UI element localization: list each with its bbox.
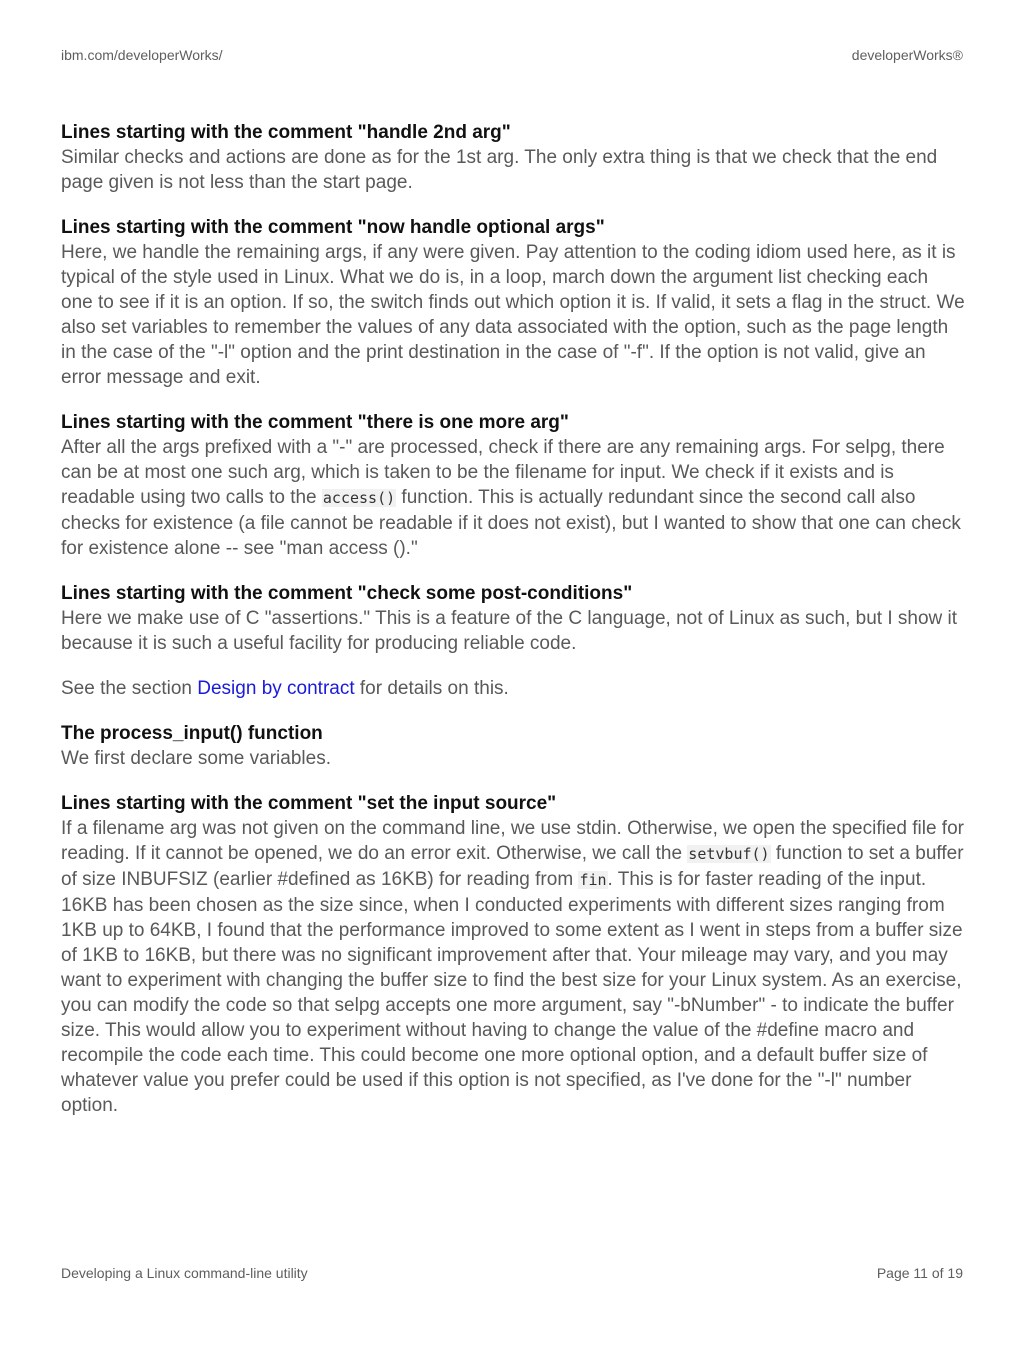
section-text: [61, 435, 965, 561]
text-run: function. This is actually redundant since the second call also checks for existence (a file cannot be readable if it does not exist), but I wanted to show that one can check for existence alone -- see "man access ().": [61, 487, 961, 559]
text-run: If a filename arg was not given on the command line, we use stdin. Otherwise, we open the specified file for reading. If it cannot be opened, we do an error exit. Otherwise, we call the: [61, 818, 964, 864]
section-heading: Lines starting with the comment "there is one more arg": [61, 412, 569, 433]
inline-code-access: access(): [322, 489, 396, 507]
section-text: Here we make use of C "assertions." This is a feature of the C language, not of Linux as such, but I show it because it is such a useful facility for producing reliable code.: [61, 608, 958, 654]
footer-doc-title: Developing a Linux command-line utility: [61, 1265, 308, 1281]
section-optional-args: [61, 215, 965, 390]
section-text: We first declare some variables.: [61, 748, 331, 769]
design-by-contract-link[interactable]: Design by contract: [197, 678, 355, 699]
article-body: [61, 120, 965, 1138]
page-header: [61, 47, 963, 63]
section-text: Similar checks and actions are done as for the 1st arg. The only extra thing is that we check that the end page given is not less than the start page.: [61, 147, 938, 193]
section-input-source: [61, 791, 965, 1118]
page-footer: [61, 1265, 963, 1281]
section-text: [61, 816, 965, 1118]
section-process-input: [61, 721, 965, 771]
inline-code-fin: fin: [579, 871, 607, 889]
section-post-conditions: [61, 581, 965, 656]
text-run: function to set a buffer of size INBUFSIZ (earlier #defined as 16KB) for reading from: [61, 843, 964, 890]
header-site-url: ibm.com/developerWorks/: [61, 47, 223, 63]
section-see-also: [61, 676, 965, 701]
section-heading: Lines starting with the comment "check some post-conditions": [61, 583, 633, 604]
section-handle-2nd-arg: [61, 120, 965, 195]
text-run: After all the args prefixed with a "-" are processed, check if there are any remaining args. For selpg, there can be at most one such arg, which is taken to be the filename for input. We check if it exists and is readable using two calls to the: [61, 437, 945, 508]
header-brand: developerWorks®: [851, 47, 963, 63]
section-heading: The process_input() function: [61, 723, 323, 744]
section-one-more-arg: [61, 410, 965, 561]
section-text: [61, 676, 965, 701]
section-heading: Lines starting with the comment "set the input source": [61, 793, 557, 814]
footer-page-number: Page 11 of 19: [876, 1265, 963, 1281]
section-heading: Lines starting with the comment "now handle optional args": [61, 217, 605, 238]
section-heading: Lines starting with the comment "handle 2nd arg": [61, 122, 511, 143]
text-run: See the section: [61, 678, 198, 699]
inline-code-setvbuf: setvbuf(): [688, 845, 770, 863]
text-run: for details on this.: [354, 678, 509, 699]
text-run: . This is for faster reading of the input. 16KB has been chosen as the size since, when I conducted experiments with different sizes ranging from 1KB up to 64KB, I found that the performance improved to some extent as I went in steps from a buffer size of 1KB to 16KB, but there was no significant improvement after that. Your mileage may vary, and you may want to experiment with changing the buffer size to find the best size for your Linux system. As an exercise, you can modify the code so that selpg accepts one more argument, say "-bNumber" - to indicate the buffer size. This would allow you to experiment without having to change the value of the #define macro and recompile the code each time. This could become one more optional option, and a default buffer size of whatever value you prefer could be used if this option is not specified, as I've done for the "-l" number option.: [61, 869, 963, 1116]
section-text: Here, we handle the remaining args, if any were given. Pay attention to the coding idiom used here, as it is typical of the style used in Linux. What we do is, in a loop, march down the argument list checking each one to see if it is an option. If so, the switch finds out which option it is. If valid, it sets a flag in the struct. We also set variables to remember the values of any data associated with the option, such as the page length in the case of the "-l" option and the print destination in the case of "-f". If the option is not valid, give an error message and exit.: [61, 242, 965, 388]
